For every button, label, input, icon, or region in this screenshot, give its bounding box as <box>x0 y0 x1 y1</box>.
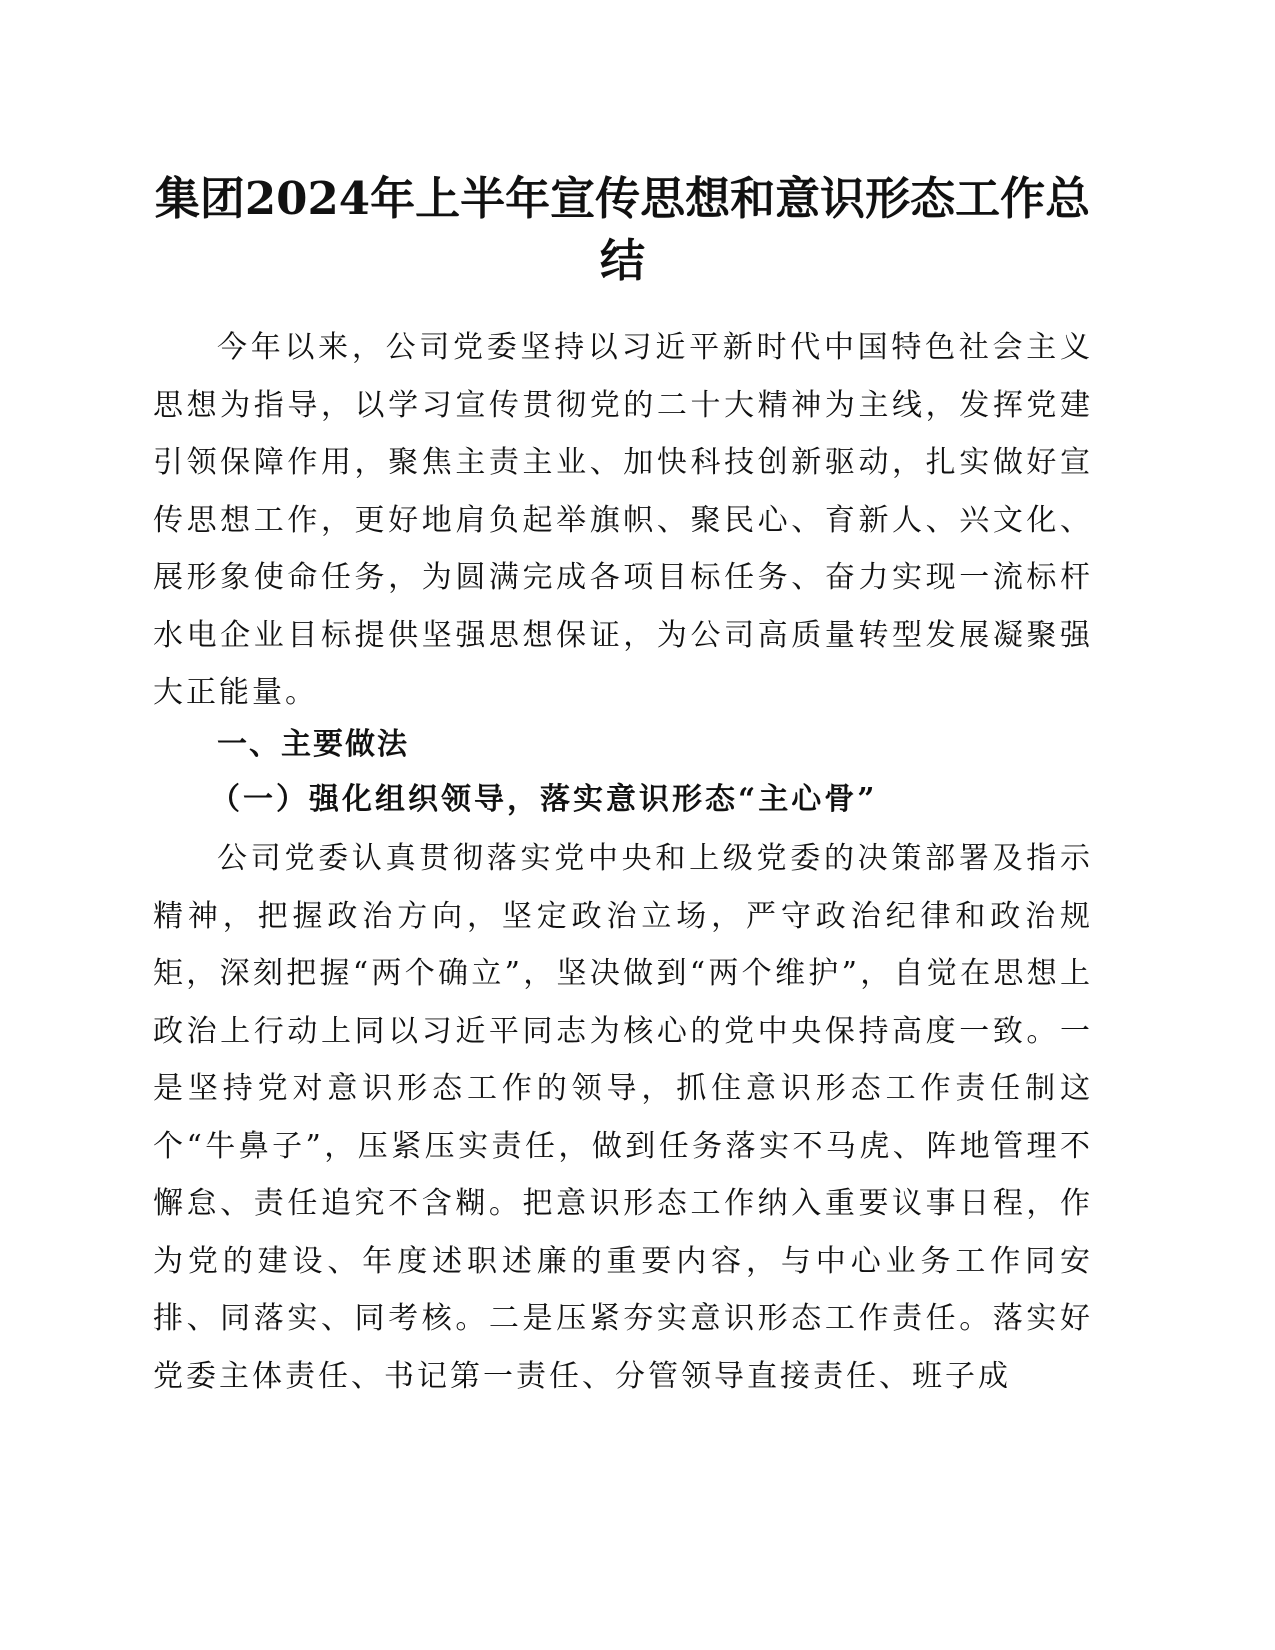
section-heading-main-practices: 一、主要做法 <box>217 727 409 762</box>
document-title: 集团2024年上半年宣传思想和意识形态工作总结 <box>154 172 1091 287</box>
intro-paragraph: 今年以来，公司党委坚持以习近平新时代中国特色社会主义思想为指导，以学习宣传贯彻党的二十大精神为主线，发挥党建引领保障作用，聚焦主责主业、加快科技创新驱动，扎实做好宣传思想工作，更好地肩负起举旗帜、聚民心、育新人、兴文化、展形象使命任务，为圆满完成各项目标任务、奋力实现一流标杆水电企业目标提供坚强思想保证，为公司高质量转型发展凝聚强大正能量。 <box>153 330 1093 710</box>
subsection-body-paragraph: 公司党委认真贯彻落实党中央和上级党委的决策部署及指示精神，把握政治方向，坚定政治立场，严守政治纪律和政治规矩，深刻把握“两个确立”，坚决做到“两个维护”，自觉在思想上政治上行动上同以习近平同志为核心的党中央保持高度一致。一是坚持党对意识形态工作的领导，抓住意识形态工作责任制这个“牛鼻子”，压紧压实责任，做到任务落实不马虎、阵地管理不懈怠、责任追究不含糊。把意识形态工作纳入重要议事日程，作为党的建设、年度述职述廉的重要内容，与中心业务工作同安排、同落实、同考核。二是压紧夯实意识形态工作责任。落实好党委主体责任、书记第一责任、分管领导直接责任、班子成 <box>153 841 1093 1394</box>
subsection-heading-organization: （一）强化组织领导，落实意识形态“主心骨” <box>210 782 878 817</box>
